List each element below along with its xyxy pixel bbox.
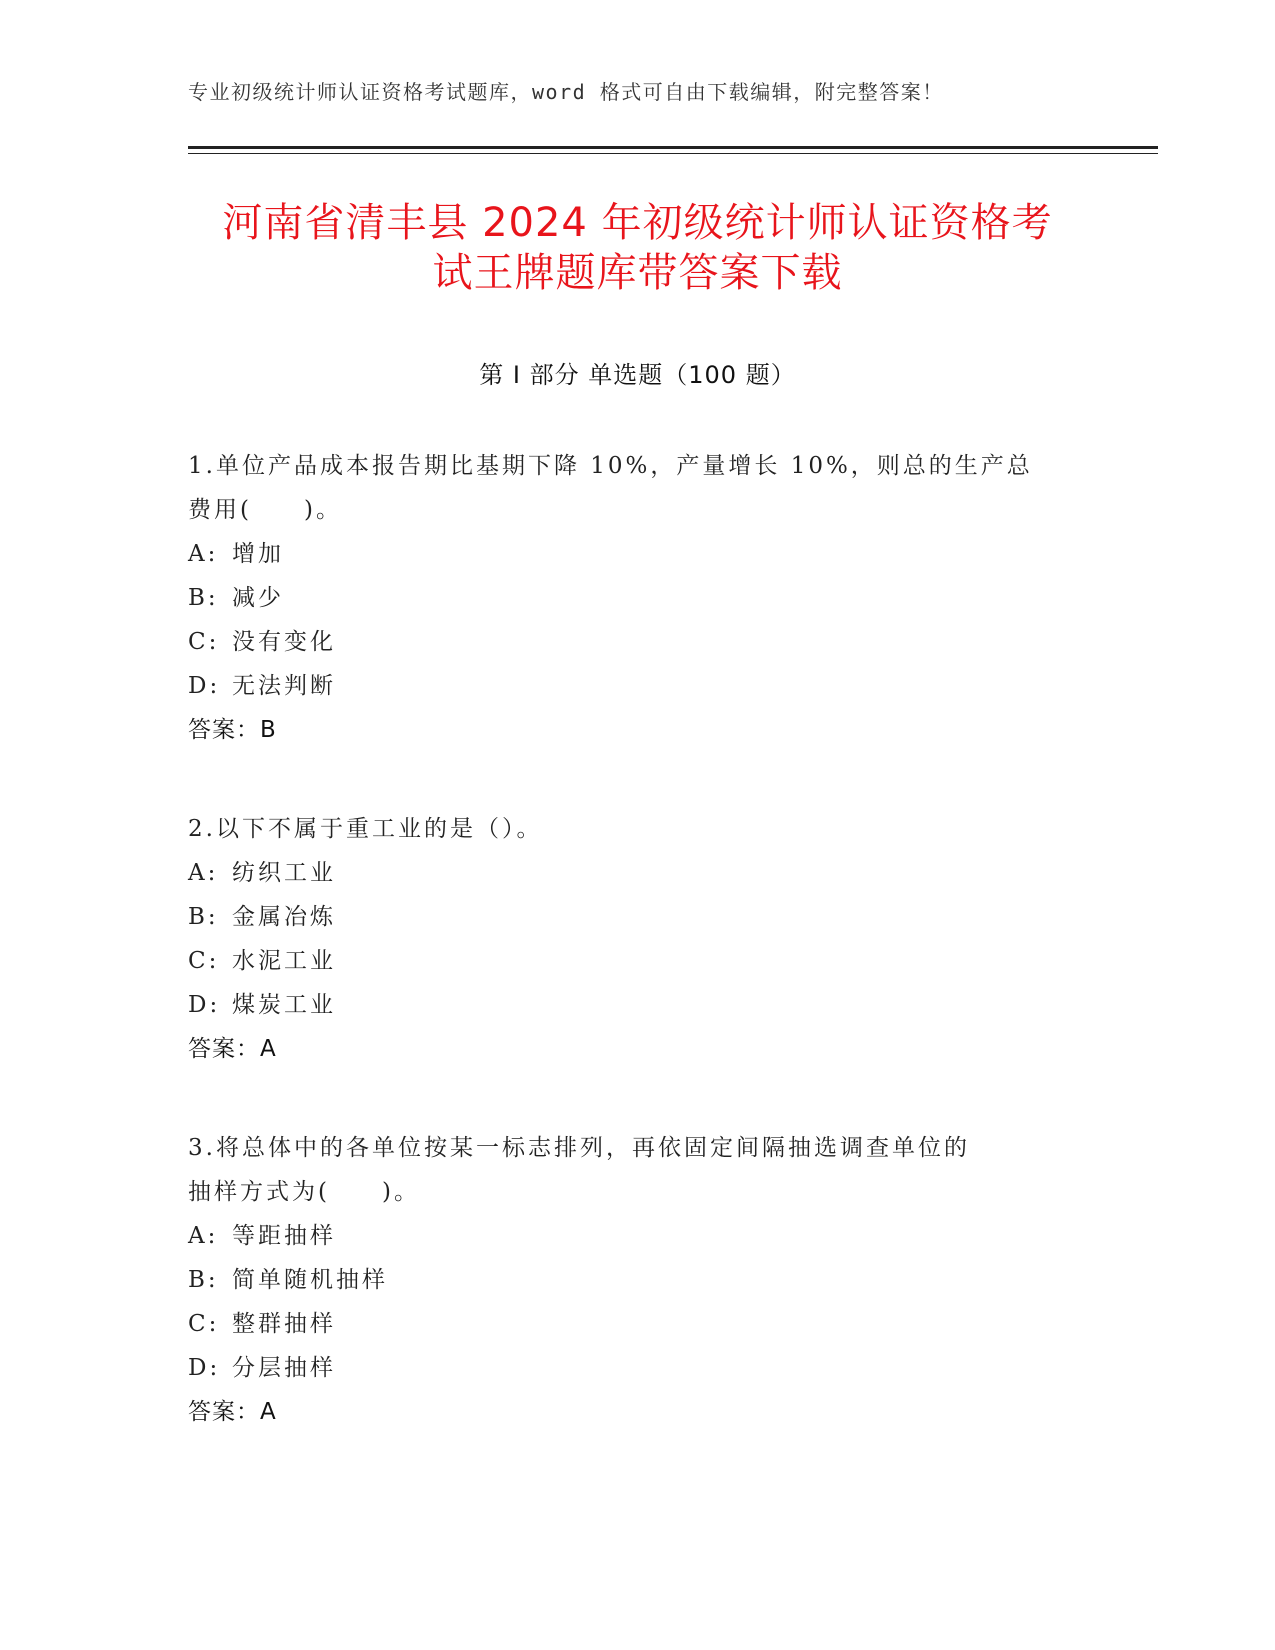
option-key: C:: [188, 948, 220, 974]
option-key: D:: [188, 673, 221, 699]
question-2: [188, 807, 1088, 1071]
answer: 答案：A: [188, 1036, 277, 1062]
option-a: [188, 1214, 1088, 1258]
option-d: [188, 1346, 1088, 1390]
option-key: A:: [188, 1223, 219, 1249]
option-key: C:: [188, 629, 220, 655]
option-text: 金属冶炼: [232, 904, 336, 930]
option-key: B:: [188, 585, 219, 611]
header-rule-thick: [188, 146, 1158, 149]
option-key: B:: [188, 904, 219, 930]
option-key: B:: [188, 1267, 219, 1293]
question-stem-line-1: 3.将总体中的各单位按某一标志排列，再依固定间隔抽选调查单位的: [188, 1135, 970, 1161]
option-text: 没有变化: [232, 629, 336, 655]
option-b: [188, 895, 1088, 939]
option-d: [188, 664, 1088, 708]
option-b: [188, 1258, 1088, 1302]
option-text: 纺织工业: [232, 860, 336, 886]
option-text: 无法判断: [232, 673, 336, 699]
option-text: 煤炭工业: [232, 992, 336, 1018]
option-text: 分层抽样: [232, 1355, 336, 1381]
option-text: 增加: [232, 541, 284, 567]
option-text: 简单随机抽样: [232, 1267, 388, 1293]
title-line-2: 试王牌题库带答案下载: [432, 250, 843, 296]
option-c: [188, 620, 1088, 664]
question-stem-line-1: 2.以下不属于重工业的是（）。: [188, 816, 543, 842]
option-key: A:: [188, 541, 219, 567]
question-stem-line-2: 抽样方式为( )。: [188, 1179, 420, 1205]
option-text: 减少: [232, 585, 284, 611]
option-key: D:: [188, 992, 221, 1018]
option-c: [188, 939, 1088, 983]
question-3: [188, 1126, 1088, 1434]
option-a: [188, 532, 1088, 576]
section-title: 第 I 部分 单选题（100 题）: [479, 361, 796, 389]
title-line-1: 河南省清丰县 2024 年初级统计师认证资格考: [222, 200, 1053, 246]
header-rule-thin: [188, 153, 1158, 154]
option-b: [188, 576, 1088, 620]
question-stem-line-2: 费用( )。: [188, 497, 342, 523]
answer: 答案：B: [188, 717, 277, 743]
answer: 答案：A: [188, 1399, 277, 1425]
option-c: [188, 1302, 1088, 1346]
document-title: [150, 198, 1125, 298]
option-text: 等距抽样: [232, 1223, 336, 1249]
page-header-text: 专业初级统计师认证资格考试题库，word 格式可自由下载编辑，附完整答案！: [188, 80, 944, 104]
option-key: C:: [188, 1311, 220, 1337]
question-stem-line-1: 1.单位产品成本报告期比基期下降 10%，产量增长 10%，则总的生产总: [188, 453, 1033, 479]
question-1: [188, 444, 1088, 752]
option-text: 整群抽样: [232, 1311, 336, 1337]
option-d: [188, 983, 1088, 1027]
option-a: [188, 851, 1088, 895]
option-key: A:: [188, 860, 219, 886]
option-key: D:: [188, 1355, 221, 1381]
option-text: 水泥工业: [232, 948, 336, 974]
